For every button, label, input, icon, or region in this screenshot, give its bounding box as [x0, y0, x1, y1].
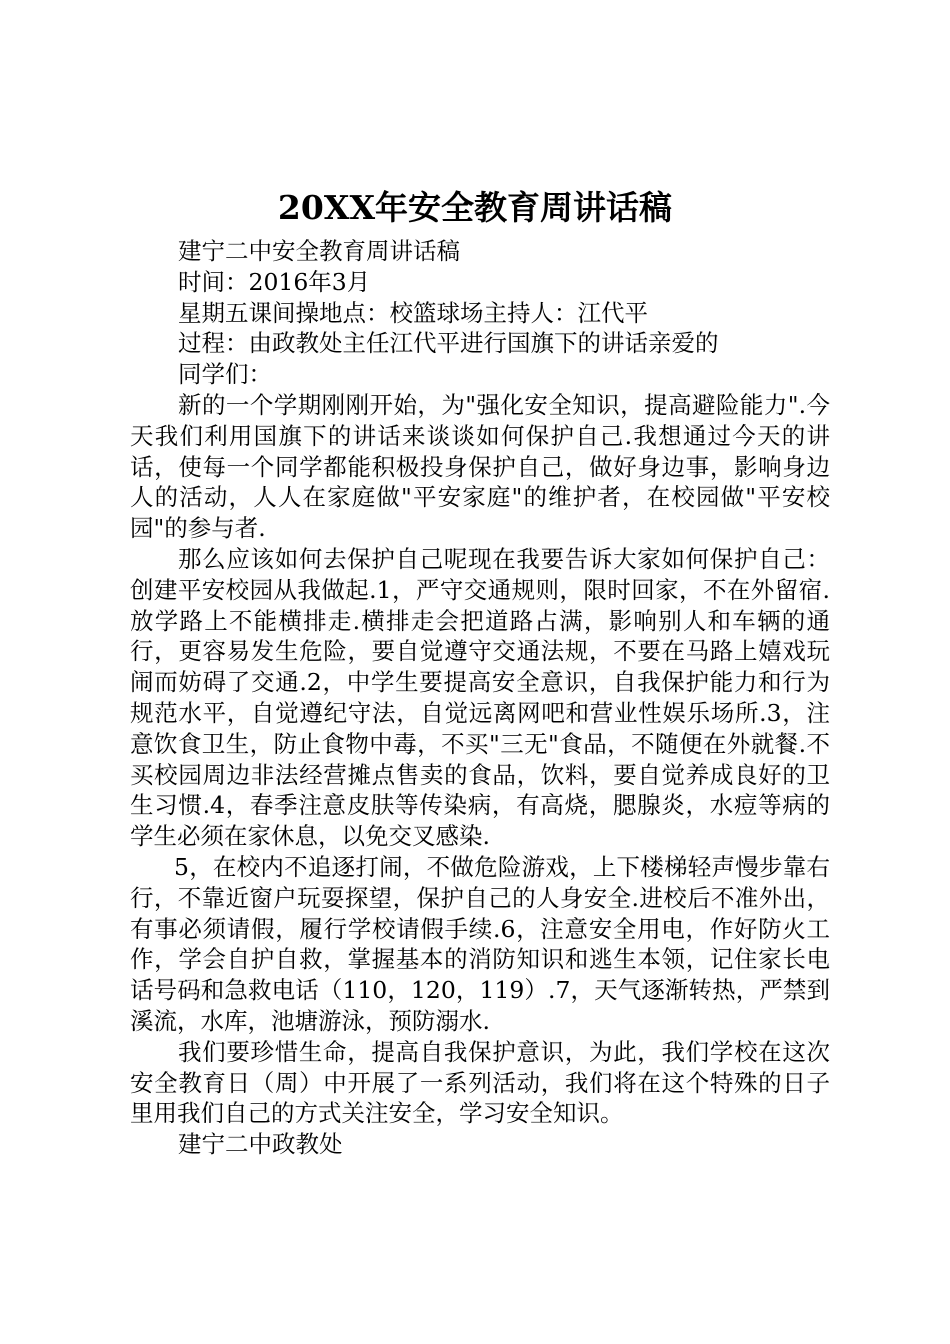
signature: 建宁二中政教处 [178, 1130, 343, 1159]
meta-line-process: 过程：由政教处主任江代平进行国旗下的讲话亲爱的 [178, 329, 719, 358]
meta-line-school-title: 建宁二中安全教育周讲话稿 [178, 237, 460, 265]
paragraph-rules-1-4: 那么应该如何去保护自己呢现在我要告诉大家如何保护自己：创建平安校园从我做起.1，严守交通规则，限时回家，不在外留宿.放学路上不能横排走.横排走会把道路占满，影响别人和车辆的通行，更容易发生危险，要自觉遵守交通法规，不要在马路上嬉戏玩闹而妨碍了交通.2，中学生要提高安全意识，自我保护能力和行为规范水平，自觉遵纪守法，自觉远离网吧和营业性娱乐场所.3，注意饮食卫生，防止食物中毒，不买"三无"食品，不随便在外就餐.不买校园周边非法经营摊点售卖的食品，饮料，要自觉养成良好的卫生习惯.4，春季注意皮肤等传染病，有高烧，腮腺炎，水痘等病的学生必须在家休息，以免交叉感染. [130, 544, 830, 851]
document-title: 20XX年安全教育周讲话稿 [277, 188, 673, 227]
paragraph-rules-5-7: 5，在校内不追逐打闹，不做危险游戏，上下楼梯轻声慢步靠右行，不靠近窗户玩耍探望，保护自己的人身安全.进校后不准外出，有事必须请假，履行学校请假手续.6，注意安全用电，作好防火工作，学会自护自救，掌握基本的消防知识和逃生本领，记住家长电话号码和急救电话（110，120，119）.7，天气逐渐转热，严禁到溪流，水库，池塘游泳，预防溺水. [130, 852, 830, 1035]
meta-line-location-host: 星期五课间操地点：校篮球场主持人：江代平 [178, 298, 648, 327]
meta-line-greeting: 同学们： [178, 360, 272, 389]
paragraph-intro: 新的一个学期刚刚开始，为"强化安全知识，提高避险能力".今天我们利用国旗下的讲话来谈谈如何保护自己.我想通过今天的讲话，使每一个同学都能积极投身保护自己，做好身边事，影响身边人的活动，人人在家庭做"平安家庭"的维护者，在校园做"平安校园"的参与者. [130, 390, 830, 543]
document-body [130, 236, 830, 1160]
paragraph-closing: 我们要珍惜生命，提高自我保护意识，为此，我们学校在这次安全教育日（周）中开展了一系列活动，我们将在这个特殊的日子里用我们自己的方式关注安全，学习安全知识。 [130, 1037, 830, 1128]
meta-line-time: 时间：2016年3月 [178, 267, 371, 296]
